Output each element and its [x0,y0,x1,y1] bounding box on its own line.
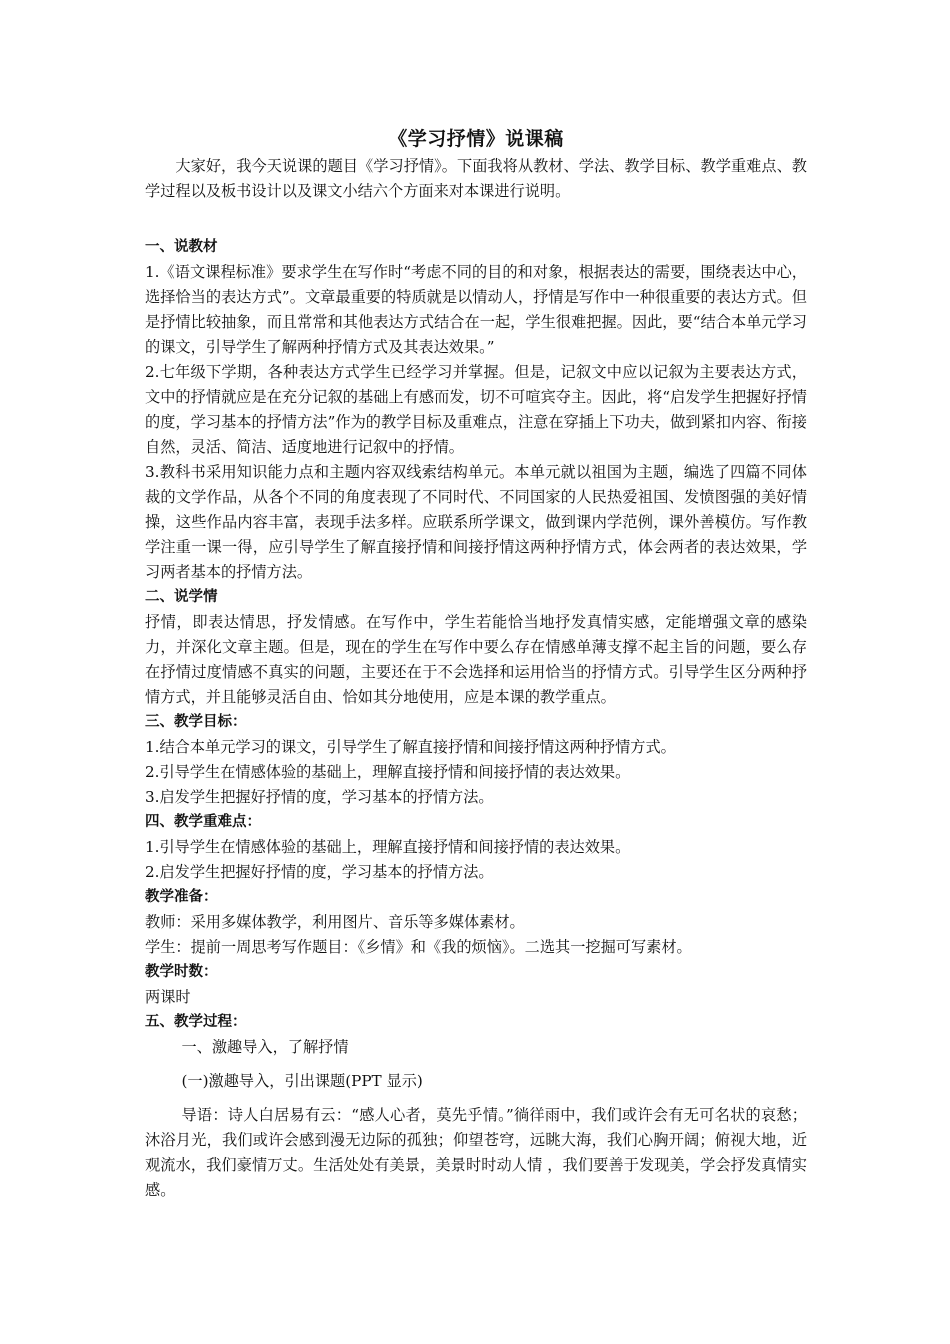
document-title: 《学习抒情》说课稿 [388,128,564,150]
hours-value: 两课时 [145,988,191,1006]
preparation-teacher: 教师：采用多媒体教学，利用图片、音乐等多媒体素材。 [145,913,525,931]
section-heading-process: 五、教学过程： [145,1014,247,1030]
intro-paragraph: 大家好，我今天说课的题目《学习抒情》。下面我将从教材、学法、教学目标、教学重难点、教学过程以及板书设计以及课文小结六个方面来对本课进行说明。 [145,157,807,200]
section-heading-textbook: 一、说教材 [145,239,218,255]
textbook-paragraph-3: 3.教科书采用知识能力点和主题内容双线索结构单元。本单元就以祖国为主题，编选了四篇不同体裁的文学作品，从各个不同的角度表现了不同时代、不同国家的人民热爱祖国、发愤图强的美好情操，这些作品内容丰富，表现手法多样。应联系所学课文，做到课内学范例，课外善模仿。写作教学注重一课一得，应引导学生了解直接抒情和间接抒情这两种抒情方式，体会两者的表达效果，学习两者基本的抒情方法。 [145,463,807,581]
goal-item: 2.引导学生在情感体验的基础上，理解直接抒情和间接抒情的表达效果。 [145,763,631,781]
textbook-paragraph-2: 2.七年级下学期，各种表达方式学生已经学习并掌握。但是，记叙文中应以记叙为主要表达方式，文中的抒情就应是在充分记叙的基础上有感而发，切不可喧宾夺主。因此，将“启发学生把握好抒情的度，学习基本的抒情方法”作为的教学目标及重难点，注意在穿插上下功夫，做到紧扣内容、衔接自然，灵活、简洁、适度地进行记叙中的抒情。 [145,363,807,456]
process-subheading-2: (一)激趣导入，引出课题(PPT 显示) [181,1072,423,1090]
section-heading-learner: 二、说学情 [145,589,218,605]
process-subheading-1: 一、激趣导入，了解抒情 [181,1038,349,1056]
process-intro-paragraph: 导语：诗人白居易有云：“感人心者，莫先乎情。”徜徉雨中，我们或许会有无可名状的哀愁；沐浴月光，我们或许会感到漫无边际的孤独；仰望苍穹，远眺大海，我们心胸开阔；俯视大地，近观流水，我们豪情万丈。生活处处有美景，美景时时动人情 ，我们要善于发现美，学会抒发真情实感。 [145,1106,807,1199]
goal-item: 1.结合本单元学习的课文，引导学生了解直接抒情和间接抒情这两种抒情方式。 [145,738,676,756]
blank-line [145,204,807,229]
section-heading-goals: 三、教学目标： [145,714,247,730]
goal-item: 3.启发学生把握好抒情的度，学习基本的抒情方法。 [145,788,494,806]
section-heading-hours: 教学时数： [145,964,218,980]
textbook-paragraph-1: 1.《语文课程标准》要求学生在写作时“考虑不同的目的和对象，根据表达的需要，围绕表达中心，选择恰当的表达方式”。文章最重要的特质就是以情动人，抒情是写作中一种很重要的表达方式。但是抒情比较抽象，而且常常和其他表达方式结合在一起，学生很难把握。因此，要“结合本单元学习的课文，引导学生了解两种抒情方式及其表达效果。” [145,263,807,356]
section-heading-keypoints: 四、教学重难点： [145,814,261,830]
section-heading-preparation: 教学准备： [145,889,218,905]
keypoint-item: 2.启发学生把握好抒情的度，学习基本的抒情方法。 [145,863,494,881]
learner-paragraph: 抒情，即表达情思，抒发情感。在写作中，学生若能恰当地抒发真情实感，定能增强文章的感染力，并深化文章主题。但是，现在的学生在写作中要么存在情感单薄支撑不起主旨的问题，要么存在抒情过度情感不真实的问题，主要还在于不会选择和运用恰当的抒情方式。引导学生区分两种抒情方式，并且能够灵活自由、恰如其分地使用，应是本课的教学重点。 [145,613,807,706]
preparation-student: 学生：提前一周思考写作题目：《乡情》和《我的烦恼》。二选其一挖掘可写素材。 [145,938,692,956]
keypoint-item: 1.引导学生在情感体验的基础上，理解直接抒情和间接抒情的表达效果。 [145,838,631,856]
document-body [145,124,807,1203]
